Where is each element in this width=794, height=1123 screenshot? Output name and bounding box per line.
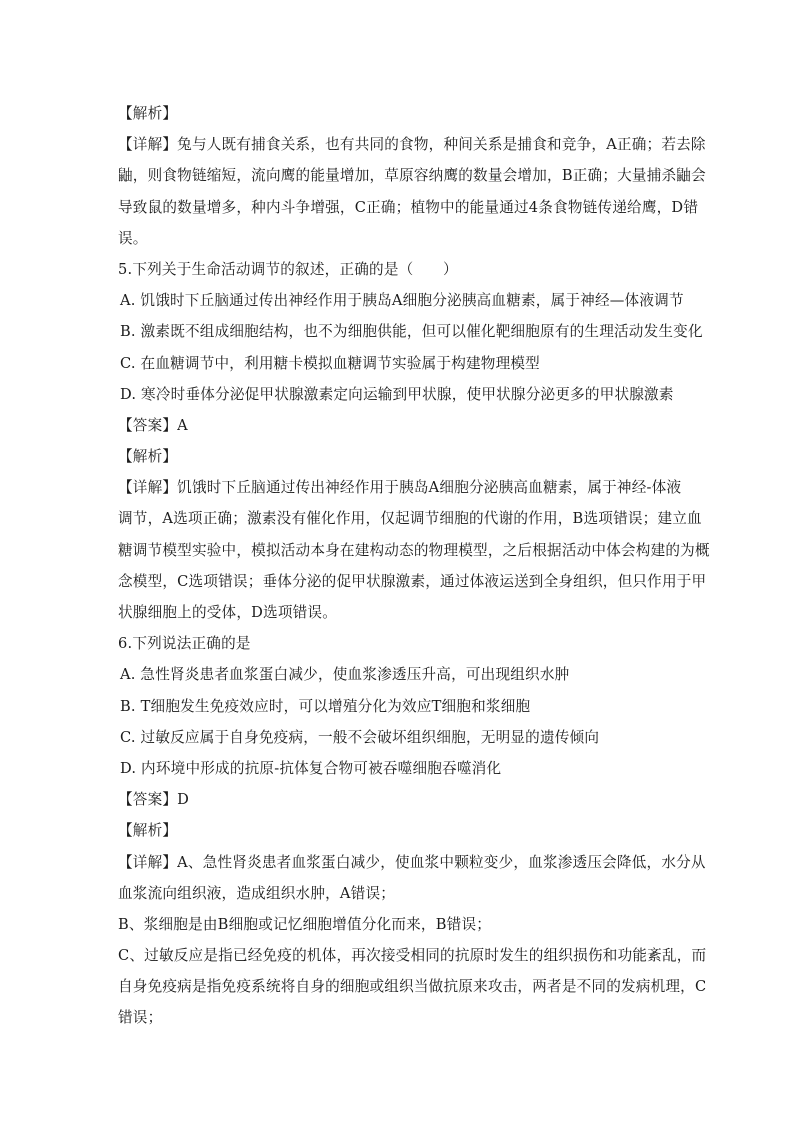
question-5-stem: 5.下列关于生命活动调节的叙述，正确的是（ ） [118, 260, 458, 278]
question-6-option-a: A. 急性肾炎患者血浆蛋白减少，使血浆渗透压升高，可出现组织水肿 [120, 666, 570, 684]
explanation-line-1: 【详解】兔与人既有捕食关系，也有共同的食物，种间关系是捕食和竞争，A正确；若去除 [118, 136, 706, 154]
question-6-stem: 6.下列说法正确的是 [118, 635, 251, 653]
question-5-option-d: D. 寒冷时垂体分泌促甲状腺激素定向运输到甲状腺，使甲状腺分泌更多的甲状腺激素 [120, 385, 674, 403]
question-6-answer: 【答案】D [118, 791, 190, 809]
explanation-line-4: 误。 [118, 229, 148, 247]
question-6-explanation-line-3: B、浆细胞是由B细胞或记忆细胞增值分化而来，B错误； [118, 915, 492, 933]
analysis-heading-1: 【解析】 [118, 105, 178, 122]
analysis-heading-2: 【解析】 [118, 448, 178, 466]
question-6-explanation-line-6: 错误； [118, 1009, 163, 1027]
question-5-option-a: A. 饥饿时下丘脑通过传出神经作用于胰岛A细胞分泌胰高血糖素，属于神经—体液调节 [120, 292, 684, 310]
question-6-option-c: C. 过敏反应属于自身免疫病，一般不会破坏组织细胞，无明显的遗传倾向 [120, 728, 600, 746]
question-5-explanation-line-4: 念模型，C选项错误；垂体分泌的促甲状腺激素，通过体液运送到全身组织，但只作用于甲 [118, 572, 707, 590]
question-5-explanation-line-2: 调节，A选项正确；激素没有催化作用，仅起调节细胞的代谢的作用，B选项错误；建立血 [118, 510, 702, 528]
analysis-heading-3: 【解析】 [118, 822, 178, 840]
question-6-explanation-line-1: 【详解】A、急性肾炎患者血浆蛋白减少，使血浆中颗粒变少，血浆渗透压会降低，水分从 [118, 853, 706, 871]
question-5-explanation-line-5: 状腺细胞上的受体，D选项错误。 [118, 604, 338, 621]
document-page [118, 98, 710, 1034]
question-6-explanation-line-2: 血浆流向组织液，造成组织水肿，A错误； [118, 884, 396, 902]
question-6-explanation-line-5: 自身免疫病是指免疫系统将自身的细胞或组织当做抗原来攻击，两者是不同的发病机理，C [118, 978, 707, 996]
question-6-explanation-line-4: C、过敏反应是指已经免疫的机体，再次接受相同的抗原时发生的组织损伤和功能紊乱，而 [118, 947, 707, 965]
question-5-explanation-line-1: 【详解】饥饿时下丘脑通过传出神经作用于胰岛A细胞分泌胰高血糖素，属于神经-体液 [118, 479, 682, 497]
question-5-option-b: B. 激素既不组成细胞结构，也不为细胞供能，但可以催化靶细胞原有的生理活动发生变化 [120, 323, 703, 341]
question-5-option-c: C. 在血糖调节中，利用糖卡模拟血糖调节实验属于构建物理模型 [120, 354, 540, 372]
question-5-answer: 【答案】A [118, 416, 188, 434]
question-6-option-b: B. T细胞发生免疫效应时，可以增殖分化为效应T细胞和浆细胞 [120, 697, 531, 715]
explanation-line-3: 导致鼠的数量增多，种内斗争增强，C正确；植物中的能量通过4条食物链传递给鹰，D错 [118, 198, 699, 216]
question-6-option-d: D. 内环境中形成的抗原-抗体复合物可被吞噬细胞吞噬消化 [120, 759, 502, 777]
explanation-line-2: 鼬，则食物链缩短，流向鹰的能量增加，草原容纳鹰的数量会增加，B正确；大量捕杀鼬会 [118, 167, 706, 185]
question-5-explanation-line-3: 糖调节模型实验中，模拟活动本身在建构动态的物理模型，之后根据活动中体会构建的为概 [118, 541, 710, 559]
